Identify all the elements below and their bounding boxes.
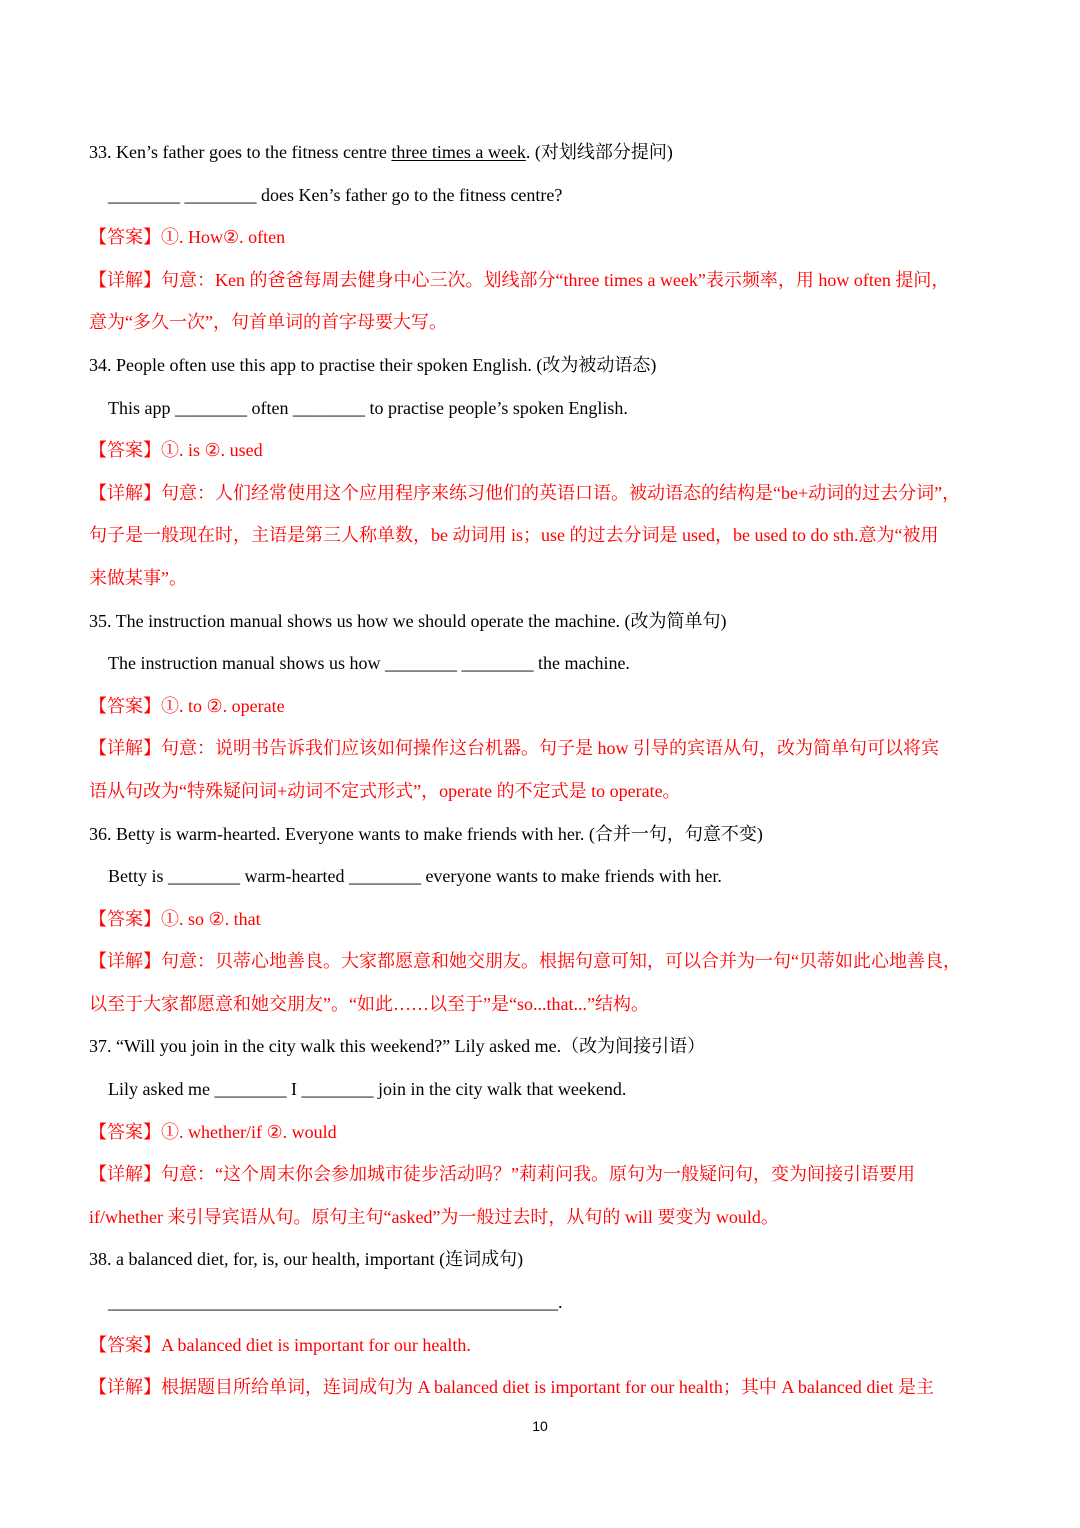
question-33 [89, 131, 987, 174]
page-number: 10 [532, 1418, 548, 1434]
page-content [89, 131, 987, 1409]
question-34-explanation-line-1: 【详解】句意：人们经常使用这个应用程序来练习他们的英语口语。被动语态的结构是“be+动词的过去分词”， [89, 482, 961, 503]
question-33-prompt: ________ ________ does Ken’s father go to the fitness centre? [108, 184, 563, 205]
question-35-explanation-line-1: 【详解】句意：说明书告诉我们应该如何操作这台机器。句子是 how 引导的宾语从句，改为简单句可以将宾 [89, 738, 939, 759]
question-34: 34. People often use this app to practise their spoken English. (改为被动语态) [89, 354, 657, 375]
question-34-explanation-line-2: 句子是一般现在时，主语是第三人称单数，be 动词用 is；use 的过去分词是 used，be used to do sth.意为“被用 [89, 525, 939, 546]
question-38-answer: 【答案】A balanced diet is important for our health. [89, 1334, 471, 1355]
question-34-explanation-line-3: 来做某事”。 [89, 567, 187, 588]
question-36-answer: 【答案】①. so ②. that [89, 908, 261, 929]
question-38: 38. a balanced diet, for, is, our health, important (连词成句) [89, 1249, 524, 1270]
question-33-underlined: three times a week [391, 142, 526, 162]
question-36: 36. Betty is warm-hearted. Everyone wants to make friends with her. (合并一句，句意不变) [89, 823, 763, 844]
question-37-answer: 【答案】①. whether/if ②. would [89, 1121, 337, 1142]
question-38-answer-line: __________________________________________________. [108, 1292, 563, 1313]
question-36-explanation-line-2: 以至于大家都愿意和她交朋友”。“如此……以至于”是“so...that...”结构。 [89, 993, 649, 1014]
question-33-text: 33. Ken’s father goes to the fitness centre [89, 142, 392, 162]
question-37-explanation-line-2: if/whether 来引导宾语从句。原句主句“asked”为一般过去时，从句的 will 要变为 would。 [89, 1206, 779, 1227]
question-35-prompt: The instruction manual shows us how ________ ________ the machine. [108, 653, 630, 674]
question-38-explanation-line-1: 【详解】根据题目所给单词，连词成句为 A balanced diet is important for our health；其中 A balanced diet 是主 [89, 1377, 934, 1398]
question-34-answer: 【答案】①. is ②. used [89, 440, 263, 461]
question-36-explanation-line-1: 【详解】句意：贝蒂心地善良。大家都愿意和她交朋友。根据句意可知，可以合并为一句“贝蒂如此心地善良， [89, 951, 961, 972]
question-37-explanation-line-1: 【详解】句意：“这个周末你会参加城市徒步活动吗？”莉莉问我。原句为一般疑问句，变为间接引语要用 [89, 1164, 915, 1185]
question-33-explanation-line-2: 意为“多久一次”，句首单词的首字母要大写。 [89, 312, 447, 333]
question-36-prompt: Betty is ________ warm-hearted ________ everyone wants to make friends with her. [108, 866, 722, 887]
question-33-instruction: . (对划线部分提问) [525, 142, 673, 162]
question-34-prompt: This app ________ often ________ to practise people’s spoken English. [108, 397, 628, 418]
question-37: 37. “Will you join in the city walk this weekend?” Lily asked me.（改为间接引语） [89, 1036, 706, 1057]
question-35-explanation-line-2: 语从句改为“特殊疑问词+动词不定式形式”，operate 的不定式是 to operate。 [89, 780, 681, 801]
question-33-answer: 【答案】①. How②. often [89, 227, 286, 248]
question-35: 35. The instruction manual shows us how we should operate the machine. (改为简单句) [89, 610, 727, 631]
question-33-explanation-line-1: 【详解】句意：Ken 的爸爸每周去健身中心三次。划线部分“three times a week”表示频率，用 how often 提问， [89, 269, 950, 290]
question-37-prompt: Lily asked me ________ I ________ join in the city walk that weekend. [108, 1079, 627, 1100]
question-35-answer: 【答案】①. to ②. operate [89, 695, 285, 716]
